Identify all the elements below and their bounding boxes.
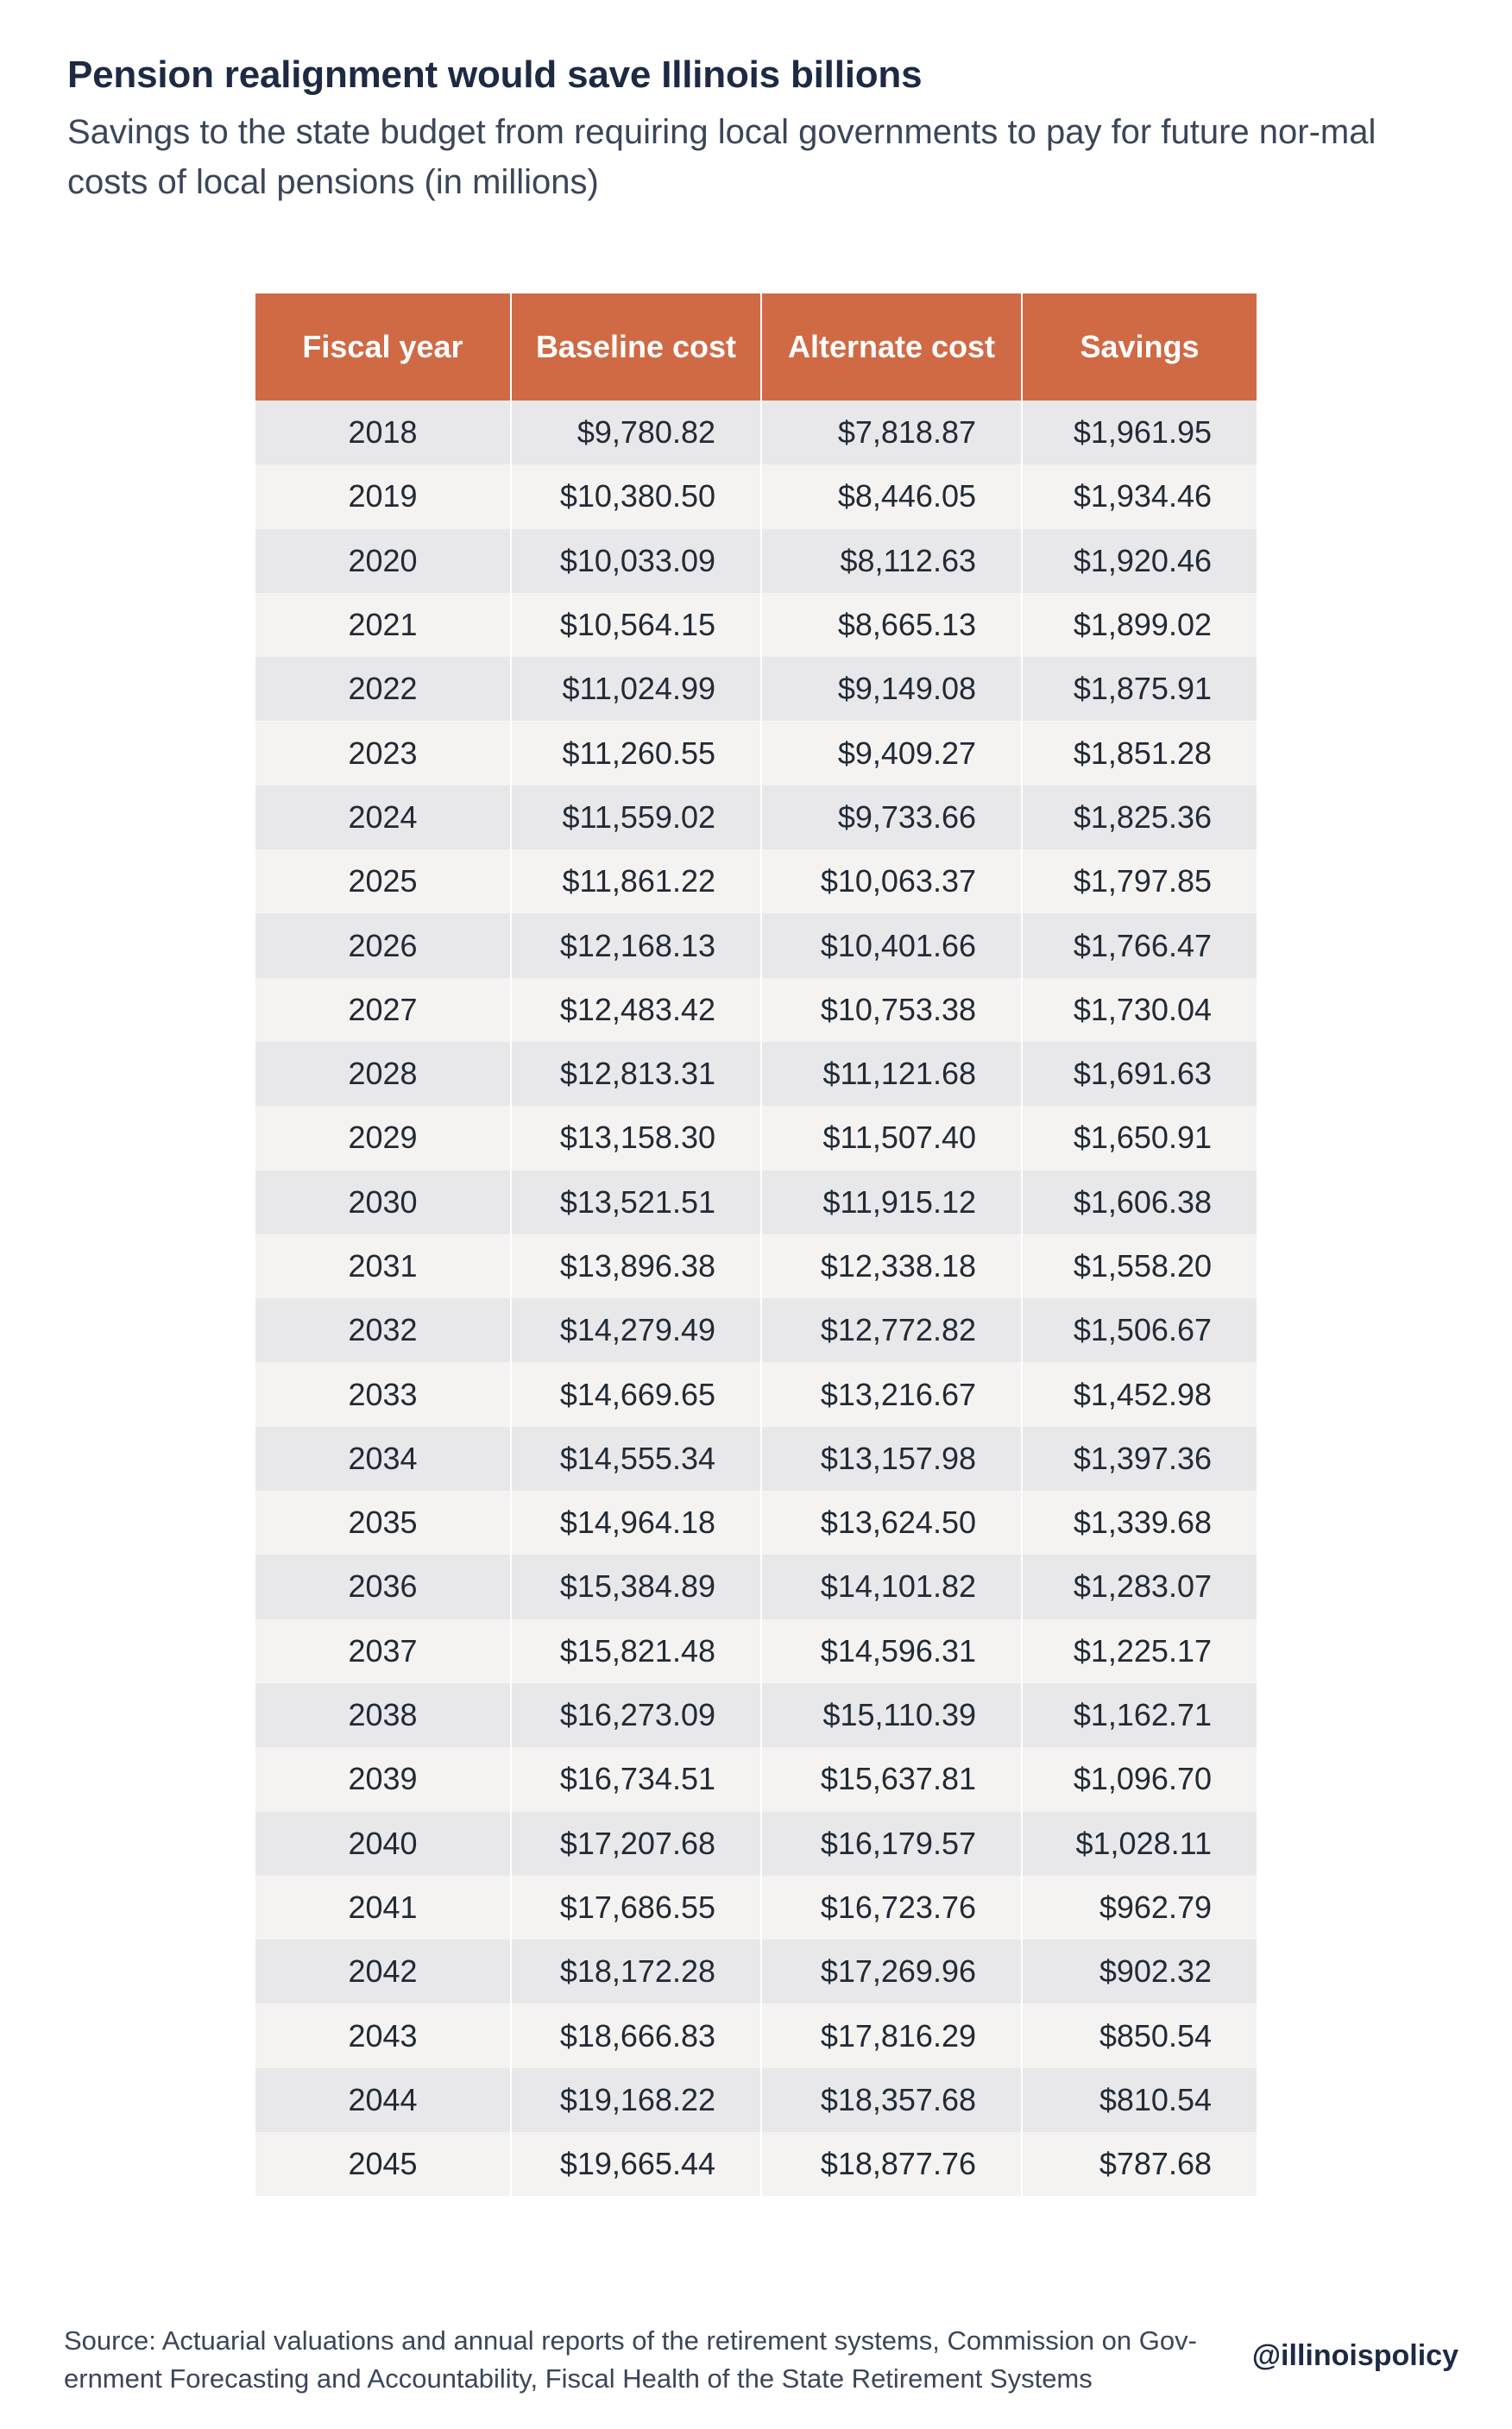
cell-baseline-cost: $17,686.55	[511, 1876, 761, 1940]
table-row	[255, 1940, 1257, 2003]
cell-baseline-cost: $18,666.83	[511, 2003, 761, 2067]
cell-alternate-cost: $11,915.12	[761, 1170, 1022, 1234]
cell-baseline-cost: $12,813.31	[511, 1042, 761, 1106]
cell-savings: $1,225.17	[1022, 1619, 1257, 1683]
cell-baseline-cost: $11,024.99	[511, 657, 761, 721]
cell-baseline-cost: $18,172.28	[511, 1940, 761, 2003]
cell-fiscal-year: 2032	[255, 1298, 511, 1362]
cell-fiscal-year: 2043	[255, 2003, 511, 2067]
header-fiscal-year: Fiscal year	[255, 293, 511, 401]
chart-title: Pension realignment would save Illinois billions	[67, 54, 923, 96]
table-row	[255, 1491, 1257, 1555]
cell-alternate-cost: $9,733.66	[761, 785, 1022, 849]
cell-baseline-cost: $16,734.51	[511, 1747, 761, 1811]
brand-handle: @illinoispolicy	[1251, 2339, 1458, 2372]
savings-table	[255, 293, 1257, 2196]
cell-fiscal-year: 2040	[255, 1812, 511, 1876]
cell-alternate-cost: $9,409.27	[761, 721, 1022, 785]
cell-fiscal-year: 2036	[255, 1555, 511, 1618]
cell-savings: $1,028.11	[1022, 1812, 1257, 1876]
table-row	[255, 1042, 1257, 1106]
cell-alternate-cost: $14,101.82	[761, 1555, 1022, 1618]
cell-savings: $1,506.67	[1022, 1298, 1257, 1362]
cell-baseline-cost: $15,384.89	[511, 1555, 761, 1618]
cell-fiscal-year: 2041	[255, 1876, 511, 1940]
cell-alternate-cost: $16,723.76	[761, 1876, 1022, 1940]
cell-savings: $1,730.04	[1022, 978, 1257, 1042]
cell-savings: $902.32	[1022, 1940, 1257, 2003]
cell-baseline-cost: $14,555.34	[511, 1427, 761, 1491]
cell-fiscal-year: 2039	[255, 1747, 511, 1811]
cell-savings: $1,283.07	[1022, 1555, 1257, 1618]
cell-savings: $1,797.85	[1022, 849, 1257, 913]
header-baseline-cost: Baseline cost	[511, 293, 761, 401]
table-row	[255, 1555, 1257, 1618]
cell-alternate-cost: $12,338.18	[761, 1234, 1022, 1298]
cell-baseline-cost: $13,158.30	[511, 1106, 761, 1170]
cell-savings: $1,825.36	[1022, 785, 1257, 849]
cell-fiscal-year: 2026	[255, 913, 511, 977]
cell-baseline-cost: $14,669.65	[511, 1362, 761, 1426]
cell-alternate-cost: $7,818.87	[761, 401, 1022, 464]
table-row	[255, 657, 1257, 721]
cell-alternate-cost: $8,665.13	[761, 593, 1022, 657]
table-row	[255, 978, 1257, 1042]
cell-fiscal-year: 2031	[255, 1234, 511, 1298]
cell-savings: $1,899.02	[1022, 593, 1257, 657]
cell-savings: $1,606.38	[1022, 1170, 1257, 1234]
table-row	[255, 2003, 1257, 2067]
cell-baseline-cost: $12,483.42	[511, 978, 761, 1042]
cell-alternate-cost: $10,753.38	[761, 978, 1022, 1042]
table-row	[255, 1427, 1257, 1491]
cell-baseline-cost: $10,564.15	[511, 593, 761, 657]
cell-alternate-cost: $11,507.40	[761, 1106, 1022, 1170]
cell-savings: $1,920.46	[1022, 529, 1257, 593]
cell-fiscal-year: 2024	[255, 785, 511, 849]
cell-savings: $1,162.71	[1022, 1683, 1257, 1747]
cell-savings: $1,558.20	[1022, 1234, 1257, 1298]
cell-alternate-cost: $11,121.68	[761, 1042, 1022, 1106]
cell-alternate-cost: $16,179.57	[761, 1812, 1022, 1876]
cell-baseline-cost: $13,521.51	[511, 1170, 761, 1234]
cell-savings: $1,691.63	[1022, 1042, 1257, 1106]
cell-baseline-cost: $16,273.09	[511, 1683, 761, 1747]
cell-baseline-cost: $19,665.44	[511, 2132, 761, 2196]
cell-savings: $1,096.70	[1022, 1747, 1257, 1811]
table-row	[255, 1298, 1257, 1362]
cell-fiscal-year: 2045	[255, 2132, 511, 2196]
savings-table-container	[255, 293, 1257, 2196]
table-row	[255, 1106, 1257, 1170]
table-body	[255, 401, 1257, 2196]
cell-fiscal-year: 2029	[255, 1106, 511, 1170]
cell-baseline-cost: $10,380.50	[511, 464, 761, 528]
cell-savings: $962.79	[1022, 1876, 1257, 1940]
cell-savings: $1,851.28	[1022, 721, 1257, 785]
cell-fiscal-year: 2027	[255, 978, 511, 1042]
cell-savings: $1,766.47	[1022, 913, 1257, 977]
cell-baseline-cost: $11,559.02	[511, 785, 761, 849]
cell-fiscal-year: 2025	[255, 849, 511, 913]
cell-fiscal-year: 2033	[255, 1362, 511, 1426]
cell-fiscal-year: 2034	[255, 1427, 511, 1491]
cell-baseline-cost: $19,168.22	[511, 2068, 761, 2132]
table-row	[255, 1170, 1257, 1234]
table-row	[255, 2132, 1257, 2196]
cell-savings: $850.54	[1022, 2003, 1257, 2067]
cell-fiscal-year: 2035	[255, 1491, 511, 1555]
cell-savings: $1,339.68	[1022, 1491, 1257, 1555]
table-row	[255, 593, 1257, 657]
cell-alternate-cost: $13,216.67	[761, 1362, 1022, 1426]
table-row	[255, 1876, 1257, 1940]
table-header-row	[255, 293, 1257, 401]
cell-baseline-cost: $12,168.13	[511, 913, 761, 977]
cell-fiscal-year: 2028	[255, 1042, 511, 1106]
cell-alternate-cost: $14,596.31	[761, 1619, 1022, 1683]
chart-subtitle: Savings to the state budget from requiring local governments to pay for future nor-mal costs of local pensions (in millions)	[67, 113, 1377, 201]
cell-fiscal-year: 2023	[255, 721, 511, 785]
table-row	[255, 1619, 1257, 1683]
cell-alternate-cost: $15,110.39	[761, 1683, 1022, 1747]
cell-alternate-cost: $12,772.82	[761, 1298, 1022, 1362]
cell-baseline-cost: $11,861.22	[511, 849, 761, 913]
cell-alternate-cost: $18,357.68	[761, 2068, 1022, 2132]
cell-savings: $1,650.91	[1022, 1106, 1257, 1170]
cell-alternate-cost: $15,637.81	[761, 1747, 1022, 1811]
cell-savings: $1,961.95	[1022, 401, 1257, 464]
cell-fiscal-year: 2021	[255, 593, 511, 657]
cell-alternate-cost: $9,149.08	[761, 657, 1022, 721]
cell-savings: $787.68	[1022, 2132, 1257, 2196]
cell-fiscal-year: 2030	[255, 1170, 511, 1234]
table-row	[255, 785, 1257, 849]
table-row	[255, 1812, 1257, 1876]
cell-alternate-cost: $8,446.05	[761, 464, 1022, 528]
cell-fiscal-year: 2044	[255, 2068, 511, 2132]
table-row	[255, 1747, 1257, 1811]
cell-fiscal-year: 2042	[255, 1940, 511, 2003]
cell-fiscal-year: 2037	[255, 1619, 511, 1683]
cell-fiscal-year: 2020	[255, 529, 511, 593]
cell-fiscal-year: 2019	[255, 464, 511, 528]
cell-alternate-cost: $13,157.98	[761, 1427, 1022, 1491]
cell-alternate-cost: $10,063.37	[761, 849, 1022, 913]
cell-baseline-cost: $11,260.55	[511, 721, 761, 785]
cell-savings: $1,452.98	[1022, 1362, 1257, 1426]
table-row	[255, 464, 1257, 528]
table-row	[255, 529, 1257, 593]
table-row	[255, 849, 1257, 913]
table-row	[255, 1362, 1257, 1426]
cell-savings: $810.54	[1022, 2068, 1257, 2132]
table-row	[255, 401, 1257, 464]
cell-alternate-cost: $17,269.96	[761, 1940, 1022, 2003]
cell-baseline-cost: $13,896.38	[511, 1234, 761, 1298]
cell-baseline-cost: $9,780.82	[511, 401, 761, 464]
cell-fiscal-year: 2022	[255, 657, 511, 721]
cell-baseline-cost: $14,279.49	[511, 1298, 761, 1362]
cell-baseline-cost: $10,033.09	[511, 529, 761, 593]
source-note: Source: Actuarial valuations and annual reports of the retirement systems, Commission on Gov-ernment Forecasting and Accountability, Fiscal Health of the State Retirement Systems	[64, 2325, 1197, 2394]
cell-alternate-cost: $13,624.50	[761, 1491, 1022, 1555]
cell-alternate-cost: $8,112.63	[761, 529, 1022, 593]
header-savings: Savings	[1022, 293, 1257, 401]
header-alternate-cost: Alternate cost	[761, 293, 1022, 401]
cell-baseline-cost: $17,207.68	[511, 1812, 761, 1876]
cell-baseline-cost: $15,821.48	[511, 1619, 761, 1683]
table-row	[255, 913, 1257, 977]
cell-alternate-cost: $17,816.29	[761, 2003, 1022, 2067]
table-row	[255, 2068, 1257, 2132]
table-row	[255, 1234, 1257, 1298]
cell-baseline-cost: $14,964.18	[511, 1491, 761, 1555]
cell-savings: $1,875.91	[1022, 657, 1257, 721]
cell-alternate-cost: $18,877.76	[761, 2132, 1022, 2196]
table-row	[255, 1683, 1257, 1747]
cell-fiscal-year: 2018	[255, 401, 511, 464]
cell-savings: $1,934.46	[1022, 464, 1257, 528]
table-row	[255, 721, 1257, 785]
cell-savings: $1,397.36	[1022, 1427, 1257, 1491]
cell-alternate-cost: $10,401.66	[761, 913, 1022, 977]
cell-fiscal-year: 2038	[255, 1683, 511, 1747]
